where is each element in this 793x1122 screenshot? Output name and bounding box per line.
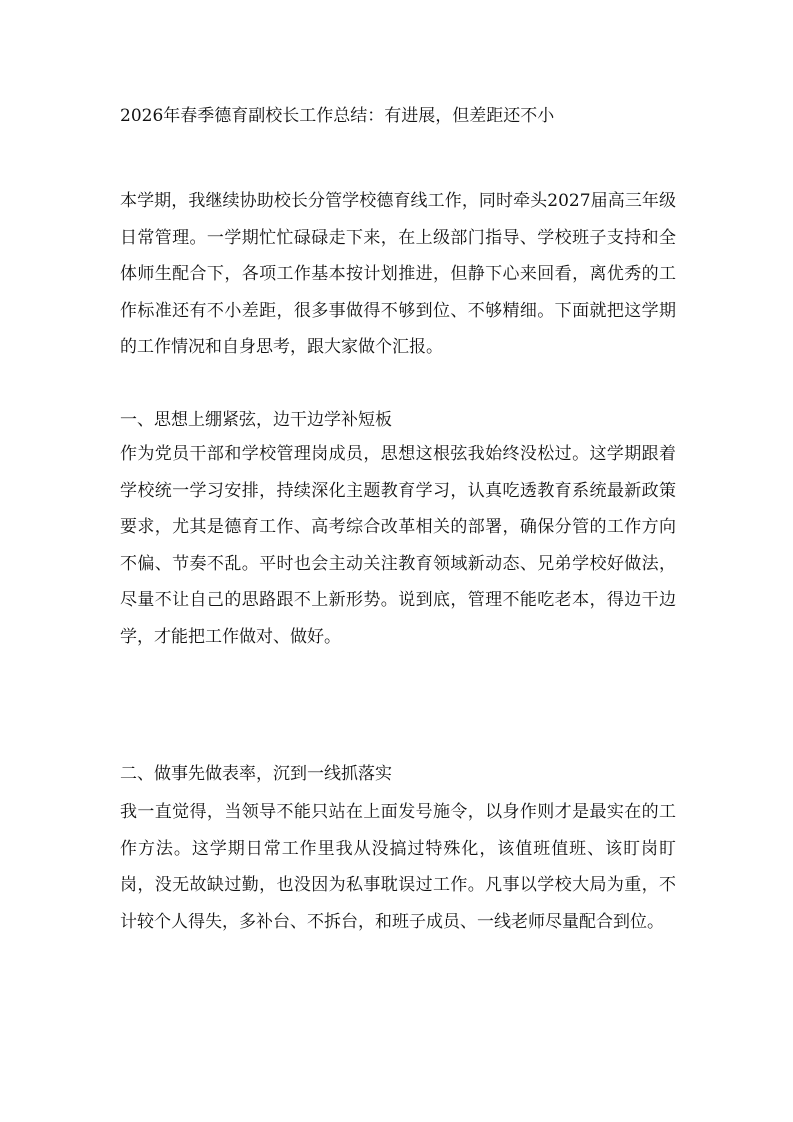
section-body-2: 我一直觉得，当领导不能只站在上面发号施令，以身作则才是最实在的工作方法。这学期日常工作里我从没搞过特殊化，该值班值班、该盯岗盯岗，没无故缺过勤，也没因为私事耽误过工作。凡事以学校大局为重，不计较个人得失，多补台、不拆台，和班子成员、一线老师尽量配合到位。: [120, 802, 676, 932]
intro-paragraph: 本学期，我继续协助校长分管学校德育线工作，同时牵头2027届高三年级日常管理。一学期忙忙碌碌走下来，在上级部门指导、学校班子支持和全体师生配合下，各项工作基本按计划推进，但静下心来回看，离优秀的工作标准还有不小差距，很多事做得不够到位、不够精细。下面就把这学期的工作情况和自身思考，跟大家做个汇报。: [120, 191, 676, 358]
section-body-1: 作为党员干部和学校管理岗成员，思想这根弦我始终没松过。这学期跟着学校统一学习安排，持续深化主题教育学习，认真吃透教育系统最新政策要求，尤其是德育工作、高考综合改革相关的部署，确保分管的工作方向不偏、节奏不乱。平时也会主动关注教育领域新动态、兄弟学校好做法，尽量不让自己的思路跟不上新形势。说到底，管理不能吃老本，得边干边学，才能把工作做对、做好。: [120, 444, 676, 647]
document-title: 2026年春季德育副校长工作总结：有进展，但差距还不小: [120, 106, 555, 126]
section-heading-2: 二、做事先做表率，沉到一线抓落实: [120, 764, 392, 784]
section-heading-1: 一、思想上绷紧弦，边干边学补短板: [120, 410, 392, 430]
